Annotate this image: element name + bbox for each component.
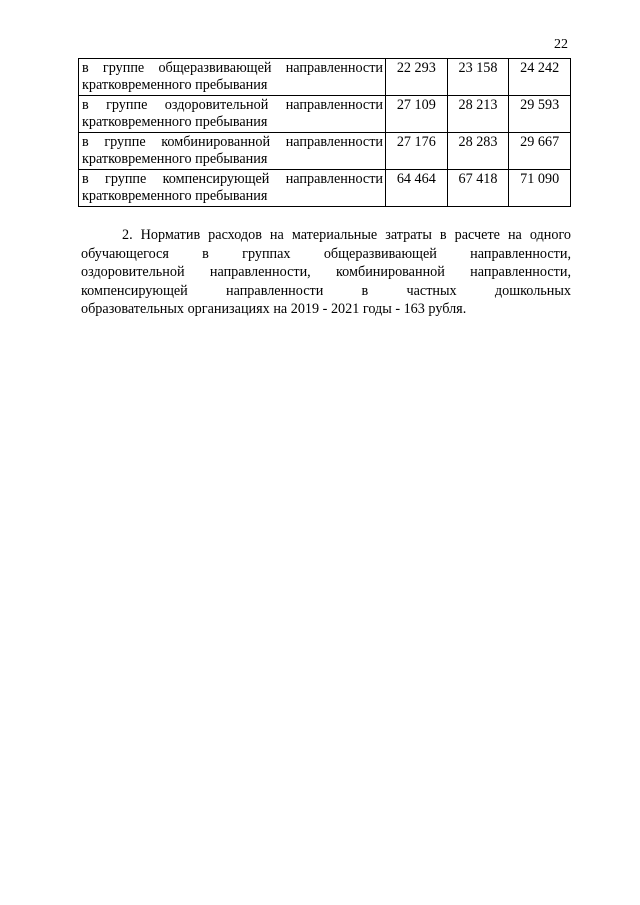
row-label: в группе оздоровительной направленности кратковременного пребывания <box>82 97 383 130</box>
paragraph-line: 2. Норматив расходов на материальные затраты в расчете на одного <box>122 227 571 243</box>
value-2020: 23 158 <box>447 59 509 96</box>
norm-paragraph <box>81 226 571 319</box>
paragraph-line: образовательных организациях на 2019 - 2021 годы - 163 рубля. <box>81 301 467 317</box>
table-row <box>79 170 571 207</box>
value-2019: 64 464 <box>386 170 448 207</box>
page-number: 22 <box>554 37 568 52</box>
value-2020: 67 418 <box>447 170 509 207</box>
paragraph-line: обучающегося в группах общеразвивающей направленности, <box>81 245 571 262</box>
value-2021: 29 667 <box>509 133 571 170</box>
table-row <box>79 96 571 133</box>
row-label-cell <box>79 133 386 170</box>
value-2020: 28 283 <box>447 133 509 170</box>
value-2019: 22 293 <box>386 59 448 96</box>
norm-table <box>78 58 571 207</box>
row-label-cell <box>79 170 386 207</box>
paragraph-line: компенсирующей направленности в частных дошкольных <box>81 282 571 299</box>
table-row <box>79 59 571 96</box>
row-label-cell <box>79 59 386 96</box>
table-row <box>79 133 571 170</box>
row-label: в группе общеразвивающей направленности кратковременного пребывания <box>82 60 383 93</box>
value-2020: 28 213 <box>447 96 509 133</box>
value-2021: 71 090 <box>509 170 571 207</box>
row-label: в группе комбинированной направленности кратковременного пребывания <box>82 134 383 167</box>
paragraph-line: оздоровительной направленности, комбинированной направленности, <box>81 264 571 280</box>
row-label: в группе компенсирующей направленности кратковременного пребывания <box>82 171 383 204</box>
value-2019: 27 109 <box>386 96 448 133</box>
row-label-cell <box>79 96 386 133</box>
value-2019: 27 176 <box>386 133 448 170</box>
value-2021: 24 242 <box>509 59 571 96</box>
value-2021: 29 593 <box>509 96 571 133</box>
